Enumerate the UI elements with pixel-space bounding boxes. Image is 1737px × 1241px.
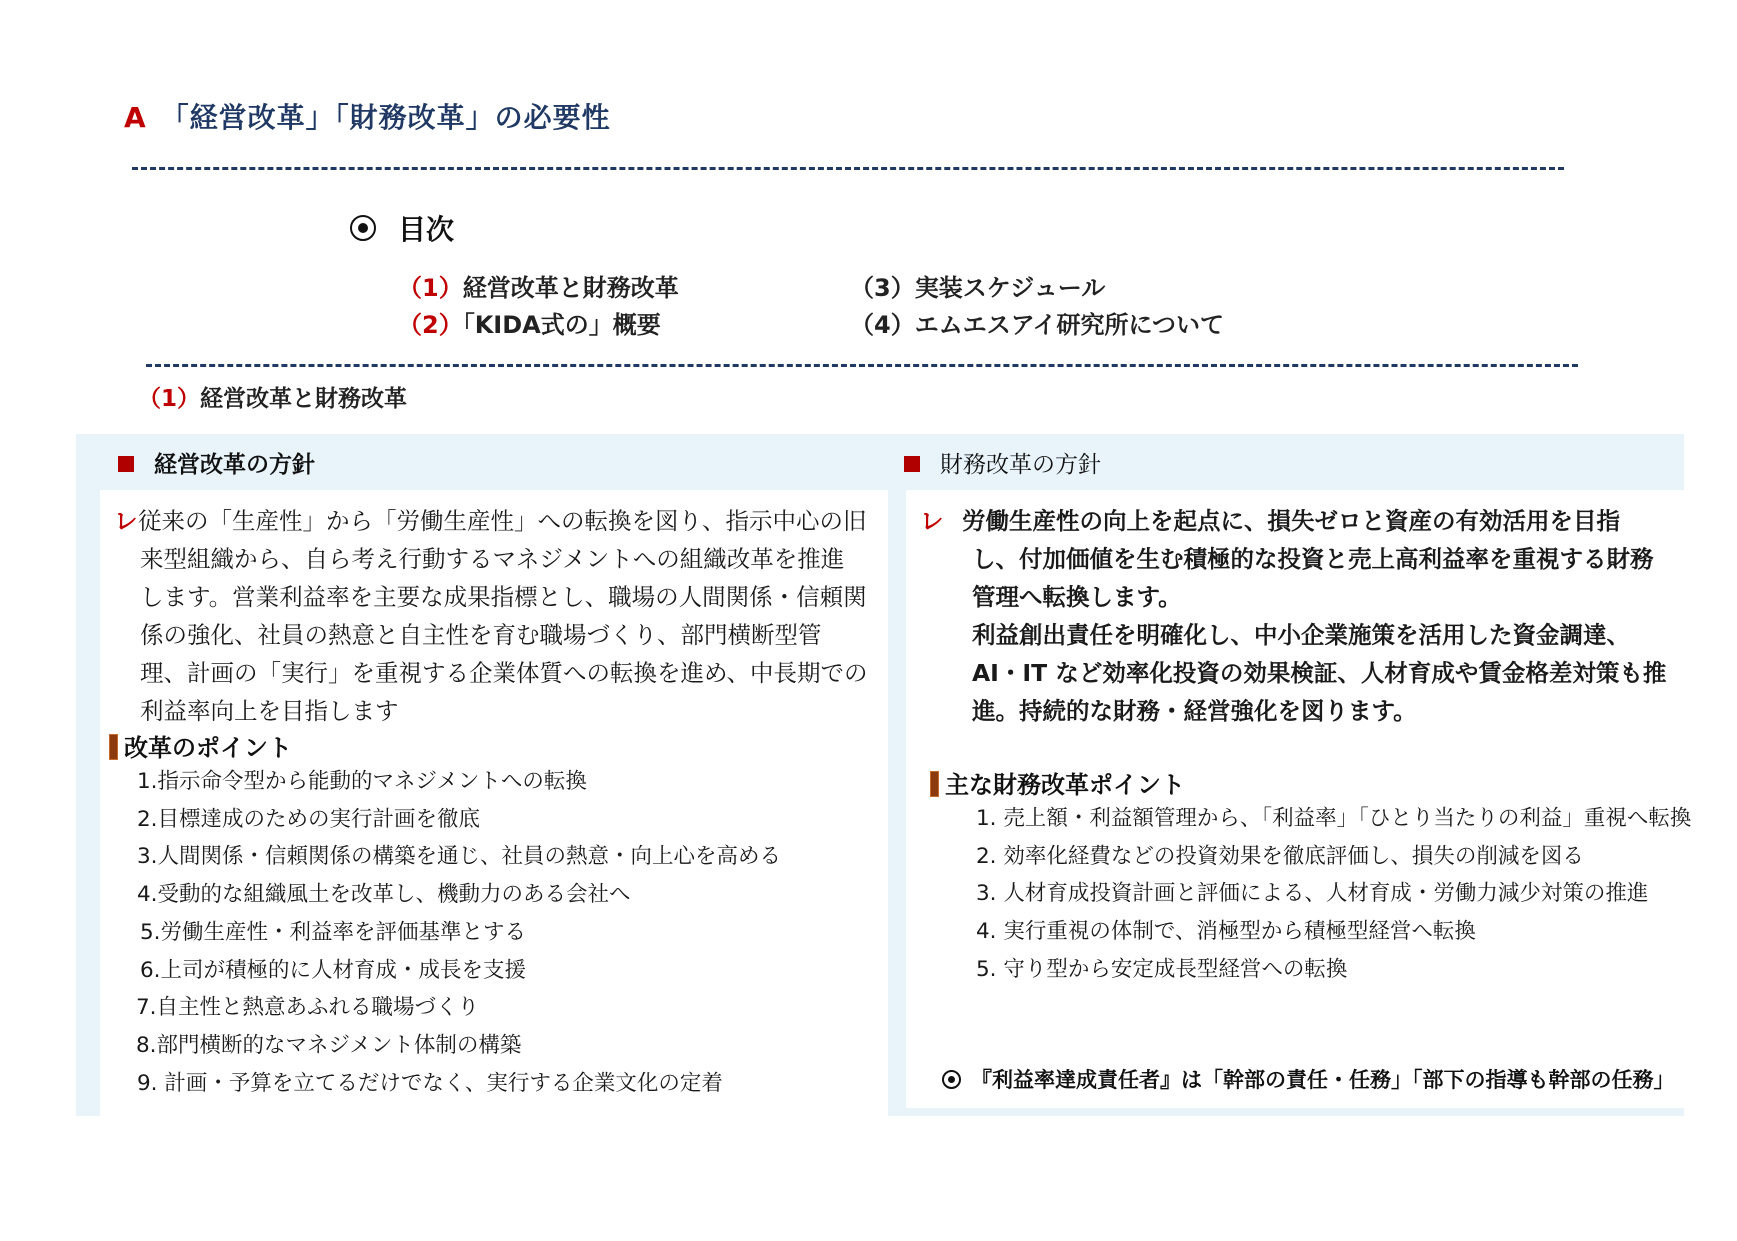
list-item: 1. 売上額・利益額管理から、「利益率」「ひとり当たりの利益」重視へ転換	[976, 806, 1692, 831]
paragraph-line: 利益率向上を目指します	[140, 697, 399, 725]
right-paragraph	[962, 502, 1666, 730]
bar-marker-icon	[109, 734, 118, 760]
paragraph-line: 従来の「生産性」から「労働生産性」への転換を図り、指示中心の旧	[138, 507, 867, 535]
toc-heading	[350, 208, 454, 248]
paragraph-line: 管理へ転換します。	[972, 583, 1182, 611]
section-heading-label: 経営改革と財務改革	[200, 386, 408, 412]
section-letter: A	[124, 101, 147, 134]
bullet-circle-icon	[942, 1070, 961, 1089]
check-mark-icon: レ	[920, 507, 944, 535]
check-mark-icon: レ	[114, 507, 138, 535]
toc-item-label: 実装スケジュール	[914, 274, 1106, 302]
right-points-list	[976, 800, 1691, 989]
divider-toc	[146, 364, 1578, 367]
toc-item-label: 経営改革と財務改革	[462, 274, 679, 302]
left-points-list	[137, 763, 781, 1102]
left-paragraph	[138, 502, 868, 730]
page-title	[124, 96, 611, 136]
page-title-text: 「経営改革」「財務改革」の必要性	[160, 101, 611, 134]
list-item: 1.指示命令型から能動的マネジメントへの転換	[137, 769, 587, 794]
left-points-heading	[109, 728, 292, 763]
bullet-circle-icon	[350, 215, 376, 241]
list-item: 5.労働生産性・利益率を評価基準とする	[140, 919, 527, 945]
toc-item-num: （4）	[850, 311, 915, 339]
toc-item-3[interactable]	[850, 268, 1105, 303]
paragraph-line: 進。持続的な財務・経営強化を図ります。	[972, 697, 1417, 725]
right-points-heading-text: 主な財務改革ポイント	[945, 771, 1185, 799]
section-heading-num: （1）	[138, 386, 201, 412]
list-item: 9. 計画・予算を立てるだけでなく、実行する企業文化の定着	[137, 1070, 723, 1096]
divider-top	[132, 167, 1564, 170]
right-points-heading	[930, 765, 1185, 800]
right-panel-heading-text: 財務改革の方針	[940, 452, 1101, 478]
square-bullet-icon	[118, 456, 134, 472]
toc-item-label: エムエスアイ研究所について	[914, 311, 1225, 339]
toc-item-label: 「KIDA式の」概要	[462, 311, 661, 339]
paragraph-line: します。営業利益率を主要な成果指標とし、職場の人間関係・信頼関	[140, 583, 867, 611]
list-item: 4. 実行重視の体制で、消極型から積極型経営へ転換	[976, 919, 1476, 945]
note-text: 『利益率達成責任者』は「幹部の責任・任務」「部下の指導も幹部の任務」	[971, 1068, 1675, 1092]
list-item: 3. 人材育成投資計画と評価による、人材育成・労働力減少対策の推進	[976, 881, 1649, 907]
toc-item-num: （2）	[398, 311, 463, 339]
left-points-heading-text: 改革のポイント	[124, 734, 292, 762]
paragraph-line: 係の強化、社員の熱意と自主性を育む職場づくり、部門横断型管	[140, 621, 822, 649]
left-panel	[100, 490, 888, 1116]
list-item: 5. 守り型から安定成長型経営への転換	[976, 956, 1348, 982]
square-bullet-icon	[904, 456, 920, 472]
list-item: 3.人間関係・信頼関係の構築を通じ、社員の熱意・向上心を高める	[137, 844, 782, 870]
list-item: 8.部門横断的なマネジメント体制の構築	[136, 1032, 522, 1058]
toc-item-2[interactable]	[398, 305, 661, 340]
paragraph-line: 労働生産性の向上を起点に、損失ゼロと資産の有効活用を目指	[962, 507, 1620, 535]
list-item: 2. 効率化経費などの投資効果を徹底評価し、損失の削減を図る	[976, 843, 1584, 869]
toc-item-1[interactable]	[398, 268, 679, 303]
list-item: 6.上司が積極的に人材育成・成長を支援	[140, 957, 527, 983]
note	[942, 1064, 1675, 1094]
paragraph-line: AI・IT など効率化投資の効果検証、人材育成や賃金格差対策も推	[972, 659, 1667, 687]
left-panel-heading	[118, 446, 315, 479]
toc-item-num: （3）	[850, 274, 915, 302]
right-panel-heading	[904, 446, 1101, 479]
right-panel	[906, 490, 1692, 1108]
toc-item-4[interactable]	[850, 305, 1224, 340]
list-item: 7.自主性と熱意あふれる職場づくり	[136, 995, 480, 1021]
list-item: 4.受動的な組織風土を改革し、機動力のある会社へ	[137, 882, 631, 908]
paragraph-line: 利益創出責任を明確化し、中小企業施策を活用した資金調達、	[972, 621, 1630, 649]
section-heading	[138, 380, 407, 413]
toc-item-num: （1）	[398, 274, 463, 302]
bar-marker-icon	[930, 771, 939, 797]
left-panel-heading-text: 経営改革の方針	[154, 452, 315, 478]
paragraph-line: 来型組織から、自ら考え行動するマネジメントへの組織改革を推進	[140, 545, 845, 573]
toc-heading-text: 目次	[398, 213, 455, 246]
paragraph-line: 理、計画の「実行」を重視する企業体質への転換を進め、中長期での	[140, 659, 868, 687]
paragraph-line: し、付加価値を生む積極的な投資と売上高利益率を重視する財務	[972, 545, 1654, 573]
list-item: 2.目標達成のための実行計画を徹底	[137, 806, 481, 832]
